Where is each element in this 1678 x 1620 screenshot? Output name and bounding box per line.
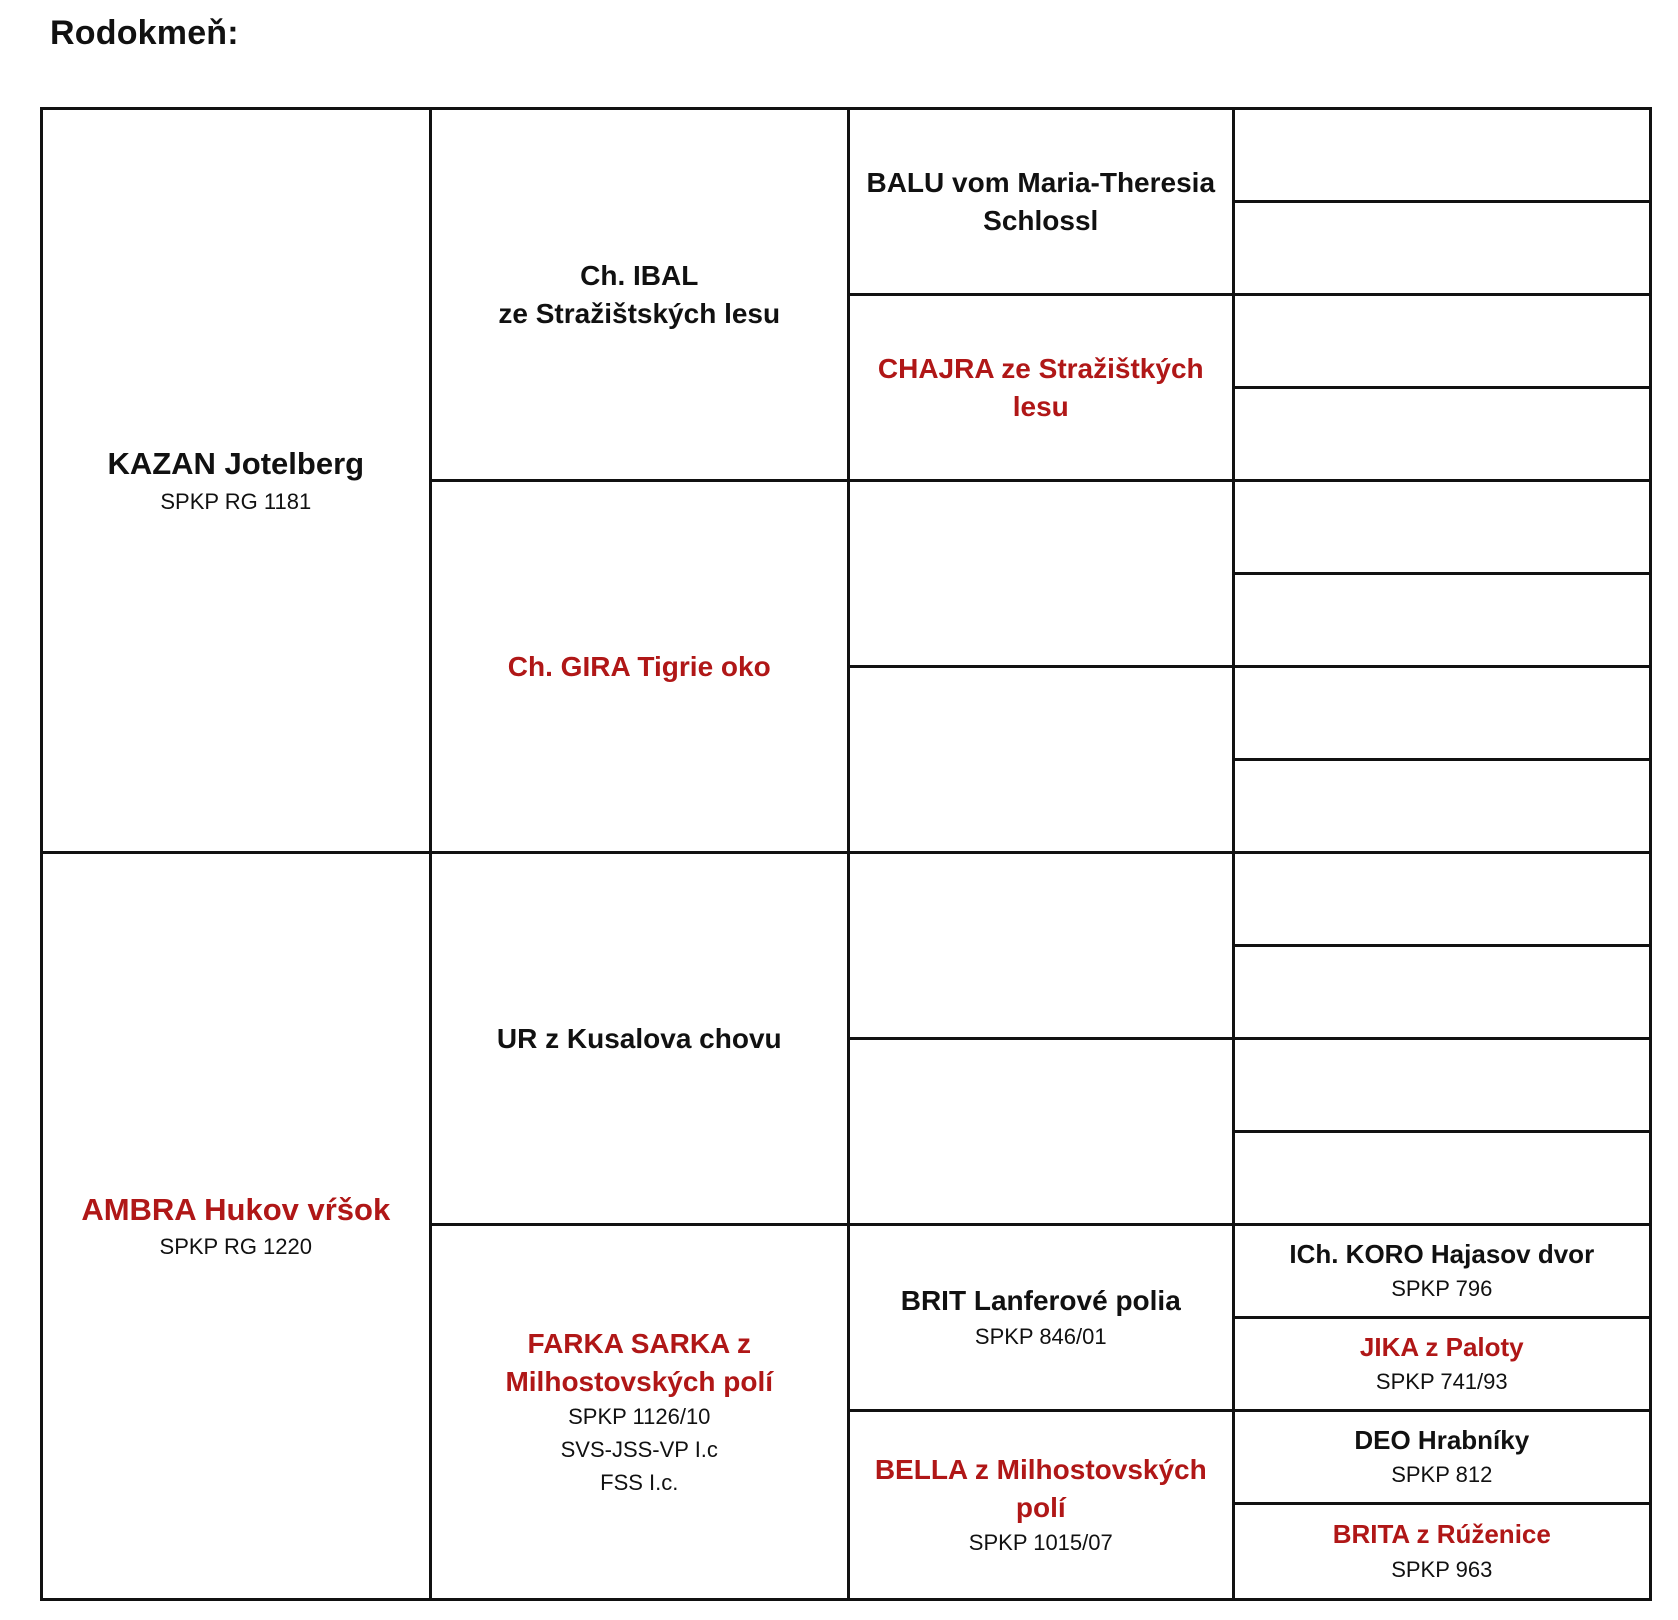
dam-dam-dam-dam-cell: [1235, 1505, 1649, 1598]
empty-cell: [1235, 575, 1649, 668]
dam-dam-name: FARKA SARKA z Milhostovských polí: [505, 1327, 774, 1397]
empty-cell: [1235, 854, 1649, 947]
sire-dam-cell: [432, 482, 850, 854]
empty-cell: [1235, 1133, 1649, 1226]
dam-dam-sire-dam-reg: SPKP 741/93: [1375, 1369, 1508, 1395]
sire-cell: [43, 110, 432, 854]
dam-sire-name: UR z Kusalova chovu: [496, 1022, 782, 1054]
empty-cell: [1235, 1040, 1649, 1133]
empty-cell: [1235, 761, 1649, 854]
empty-cell: [1235, 389, 1649, 482]
dam-sire-cell: [432, 854, 850, 1226]
dam-dam-sire-dam-name: JIKA z Paloty: [1359, 1331, 1524, 1362]
dam-dam-sire-sire-reg: SPKP 796: [1391, 1276, 1493, 1302]
sire-reg: SPKP RG 1181: [160, 488, 312, 514]
dam-dam-dam-reg: SPKP 1015/07: [968, 1530, 1113, 1556]
dam-name: AMBRA Hukov vŕšok: [81, 1191, 391, 1227]
empty-cell: [850, 668, 1235, 854]
sire-sire-name: Ch. IBAL ze Stražištských lesu: [498, 259, 781, 329]
sire-sire-dam-cell: [850, 296, 1235, 482]
empty-cell: [1235, 296, 1649, 389]
dam-dam-dam-dam-reg: SPKP 963: [1391, 1556, 1493, 1582]
dam-dam-sire-reg: SPKP 846/01: [974, 1323, 1107, 1349]
sire-sire-dam-name: CHAJRA ze Stražištkých lesu: [877, 352, 1204, 422]
sire-dam-name: Ch. GIRA Tigrie oko: [507, 650, 771, 682]
empty-cell: [1235, 110, 1649, 203]
dam-dam-dam-dam-name: BRITA z Rúženice: [1332, 1519, 1551, 1550]
empty-cell: [1235, 947, 1649, 1040]
empty-cell: [850, 854, 1235, 1040]
dam-dam-dam-name: BELLA z Milhostovských polí: [874, 1453, 1207, 1523]
dam-cell: [43, 854, 432, 1598]
empty-cell: [850, 482, 1235, 668]
dam-reg: SPKP RG 1220: [159, 1234, 312, 1260]
dam-dam-dam-cell: [850, 1412, 1235, 1598]
page-title: Rodokmeň:: [50, 14, 239, 52]
dam-dam-sire-cell: [850, 1226, 1235, 1412]
sire-sire-cell: [432, 110, 850, 482]
sire-name: KAZAN Jotelberg: [107, 446, 365, 482]
dam-dam-sire-name: BRIT Lanferové polia: [900, 1285, 1181, 1317]
empty-cell: [1235, 203, 1649, 296]
dam-dam-sire-sire-name: ICh. KORO Hajasov dvor: [1289, 1238, 1595, 1269]
empty-cell: [850, 1040, 1235, 1226]
dam-dam-sire-sire-cell: [1235, 1226, 1649, 1319]
sire-sire-sire-cell: [850, 110, 1235, 296]
dam-dam-dam-sire-cell: [1235, 1412, 1649, 1505]
empty-cell: [1235, 668, 1649, 761]
empty-cell: [1235, 482, 1649, 575]
dam-dam-dam-sire-reg: SPKP 812: [1391, 1462, 1493, 1488]
dam-dam-cell: [432, 1226, 850, 1598]
dam-dam-reg: SPKP 1126/10 SVS-JSS-VP I.c FSS I.c.: [560, 1404, 718, 1496]
dam-dam-dam-sire-name: DEO Hrabníky: [1354, 1424, 1530, 1455]
sire-sire-sire-name: BALU vom Maria-Theresia Schlossl: [866, 166, 1216, 236]
dam-dam-sire-dam-cell: [1235, 1319, 1649, 1412]
pedigree-table: [40, 107, 1652, 1601]
